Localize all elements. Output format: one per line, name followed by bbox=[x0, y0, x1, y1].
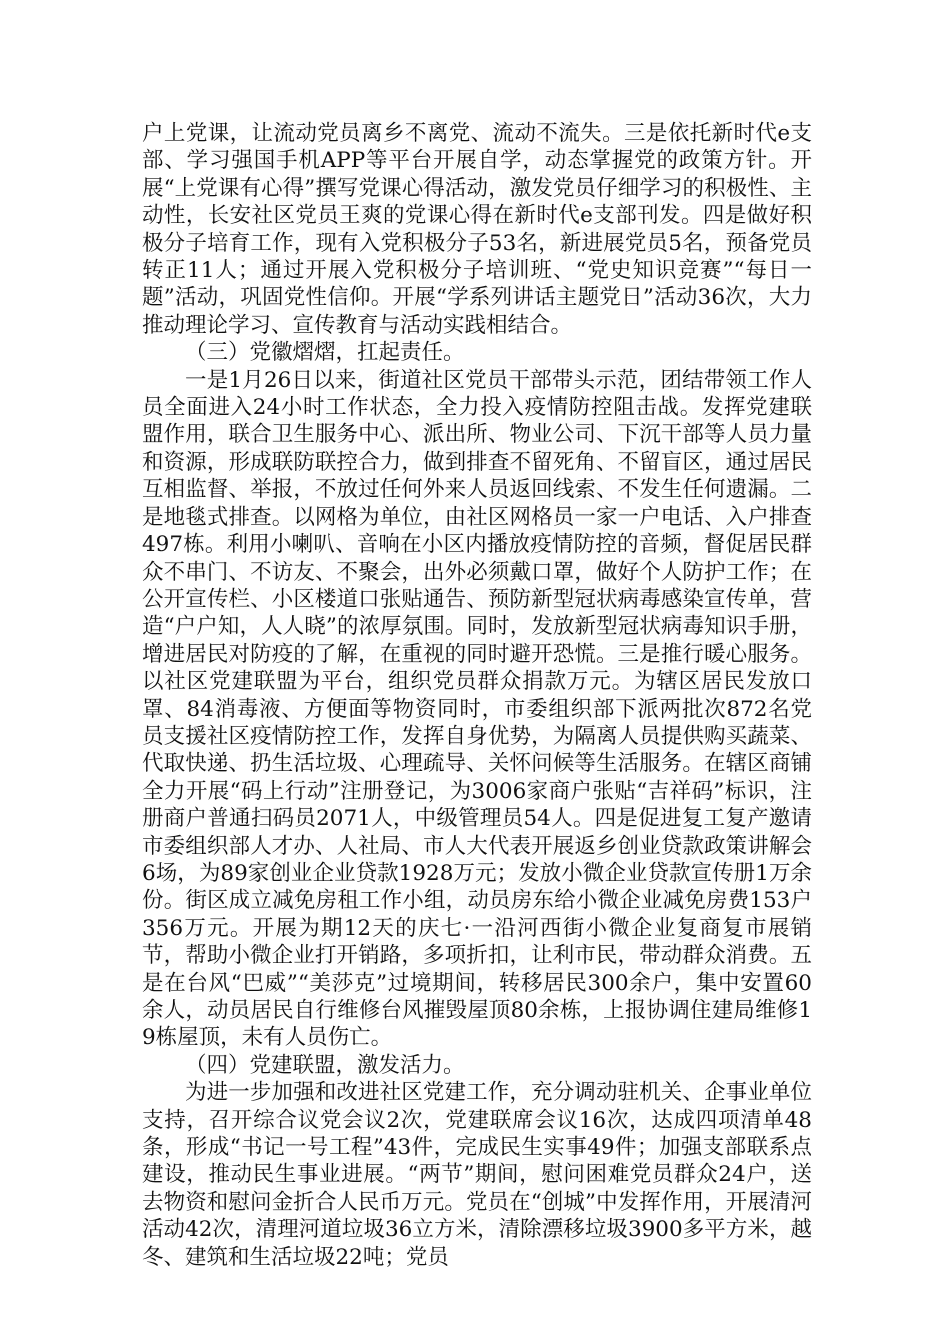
section-heading-three: （三）党徽熠熠，扛起责任。 bbox=[185, 340, 465, 366]
document-page bbox=[142, 120, 812, 1271]
body-paragraph: 为进一步加强和改进社区党建工作，充分调动驻机关、企事业单位支持，召开综合议党会议2次，党建联席会议16次，达成四项清单48条，形成“书记一号工程”43件，完成民生实事49件；加强支部联系点建设，推动民生事业进展。“两节”期间，慰问困难党员群众24户，送去物资和慰问金折合人民币万元。党员在“创城”中发挥作用，开展清河活动42次，清理河道垃圾36立方米，清除漂移垃圾3900多平方米，越冬、建筑和生活垃圾22吨；党员 bbox=[142, 1080, 812, 1270]
section-heading-four: （四）党建联盟，激发活力。 bbox=[185, 1052, 465, 1078]
body-paragraph: 一是1月26日以来，街道社区党员干部带头示范，团结带领工作人员全面进入24小时工作状态，全力投入疫情防控阻击战。发挥党建联盟作用，联合卫生服务中心、派出所、物业公司、下沉干部等人员力量和资源，形成联防联控合力，做到排查不留死角、不留盲区，通过居民互相监督、举报，不放过任何外来人员返回线索、不发生任何遗漏。二是地毯式排查。以网格为单位，由社区网格员一家一户电话、入户排查497栋。利用小喇叭、音响在小区内播放疫情防控的音频，督促居民群众不串门、不访友、不聚会，出外必须戴口罩，做好个人防护工作；在公开宣传栏、小区楼道口张贴通告、预防新型冠状病毒感染宣传单，营造“户户知，人人晓”的浓厚氛围。同时，发放新型冠状病毒知识手册，增进居民对防疫的了解，在重视的同时避开恐慌。三是推行暖心服务。以社区党建联盟为平台，组织党员群众捐款万元。为辖区居民发放口罩、84消毒液、方便面等物资同时，市委组织部下派两批次872名党员支援社区疫情防控工作，发挥自身优势，为隔离人员提供购买蔬菜、代取快递、扔生活垃圾、心理疏导、关怀问候等生活服务。在辖区商铺全力开展“码上行动”注册登记，为3006家商户张贴“吉祥码”标识，注册商户普通扫码员2071人，中级管理员54人。四是促进复工复产邀请市委组织部人才办、人社局、市人大代表开展返乡创业贷款政策讲解会6场，为89家创业企业贷款1928万元；发放小微企业贷款宣传册1万余份。街区成立减免房租工作小组，动员房东给小微企业减免房费153户356万元。开展为期12天的庆七·一沿河西街小微企业复商复市展销节，帮助小微企业打开销路，多项折扣，让利市民，带动群众消费。五是在台风“巴威”“美莎克”过境期间，转移居民300余户，集中安置60余人，动员居民自行维修台风摧毁屋顶80余栋，上报协调住建局维修19栋屋顶，未有人员伤亡。 bbox=[142, 367, 812, 1051]
body-paragraph: 户上党课，让流动党员离乡不离党、流动不流失。三是依托新时代e支部、学习强国手机APP等平台开展自学，动态掌握党的政策方针。开展“上党课有心得”撰写党课心得活动，激发党员仔细学习的积极性、主动性，长安社区党员王爽的党课心得在新时代e支部刊发。四是做好积极分子培育工作，现有入党积极分子53名，新进展党员5名，预备党员转正11人；通过开展入党积极分子培训班、“党史知识竞赛”“每日一题”活动，巩固党性信仰。开展“学系列讲话主题党日”活动36次，大力推动理论学习、宣传教育与活动实践相结合。 bbox=[142, 121, 812, 338]
